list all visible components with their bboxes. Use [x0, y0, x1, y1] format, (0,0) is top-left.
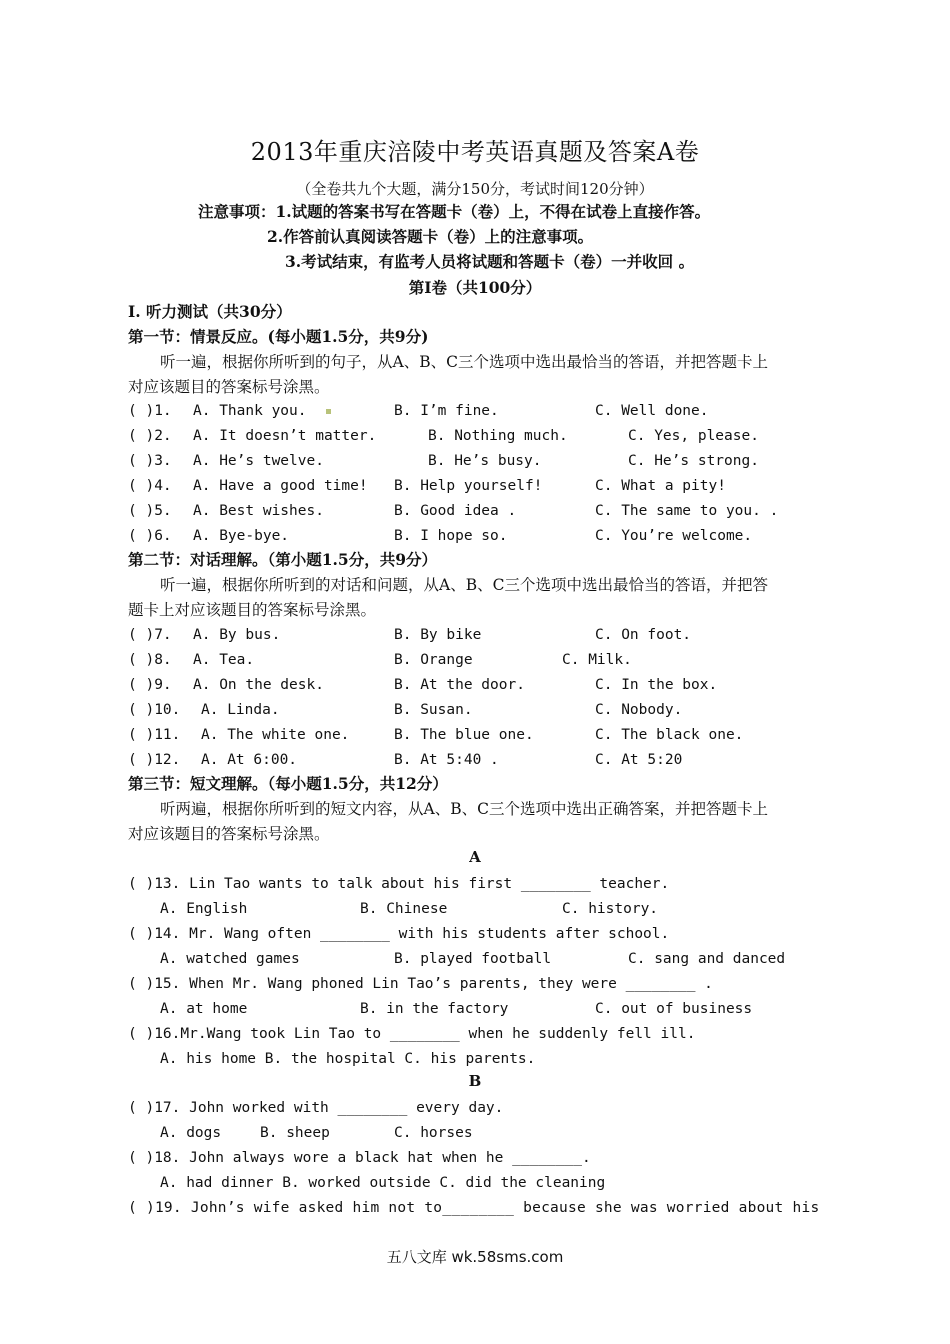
option-b: B. Susan. — [394, 702, 473, 718]
question-14: ( )14. Mr. Wang often ________ with his students after school. — [128, 926, 670, 942]
option-a: A. Thank you. — [193, 403, 307, 419]
option-a: A. Best wishes. — [193, 503, 324, 519]
question-number: ( )3. — [128, 453, 172, 469]
option-b: B. I hope so. — [394, 528, 508, 544]
option-c: C. At 5:20 — [595, 752, 683, 768]
option-c: C. Nobody. — [595, 702, 683, 718]
section-2-instructions: 听一遍，根据你所听到的对话和问题，从A、B、C三个选项中选出最恰当的答语，并把答 — [160, 576, 768, 594]
option-a: A. dogs — [160, 1125, 222, 1141]
note-1: 注意事项：1.试题的答案书写在答题卡（卷）上，不得在试卷上直接作答。 — [198, 202, 711, 221]
note-2: 2.作答前认真阅读答题卡（卷）上的注意事项。 — [267, 227, 594, 246]
option-c: C. horses — [394, 1125, 473, 1141]
question-13: ( )13. Lin Tao wants to talk about his first ________ teacher. — [128, 876, 670, 892]
question-number: ( )5. — [128, 503, 172, 519]
question-number: ( )7. — [128, 627, 172, 643]
option-a: A. English — [160, 901, 248, 917]
option-b: B. The blue one. — [394, 727, 534, 743]
section-2-heading: 第二节：对话理解。（第小题1.5分，共9分） — [128, 550, 438, 569]
stray-dot — [326, 409, 331, 414]
section-2-instructions-cont: 题卡上对应该题目的答案标号涂黑。 — [128, 601, 377, 619]
question-19: ( )19. John’s wife asked him not to________ because she was worried about his — [128, 1200, 820, 1216]
option-c: C. history. — [562, 901, 659, 917]
option-c: C. Well done. — [595, 403, 709, 419]
question-16-options: A. his home B. the hospital C. his parents. — [160, 1051, 536, 1067]
passage-b-label: B — [468, 1072, 482, 1090]
option-c: C. He’s strong. — [628, 453, 759, 469]
option-c: C. out of business — [595, 1001, 753, 1017]
page-title: 2013年重庆涪陵中考英语真题及答案A卷 — [250, 138, 700, 166]
exam-subtitle: （全卷共九个大题，满分150分，考试时间120分钟） — [296, 180, 654, 198]
option-c: C. In the box. — [595, 677, 718, 693]
option-a: A. It doesn’t matter. — [193, 428, 377, 444]
footer-watermark: 五八文库 wk.58sms.com — [386, 1248, 564, 1266]
option-b: B. I’m fine. — [394, 403, 499, 419]
option-c: C. You’re welcome. — [595, 528, 753, 544]
section-1-instructions: 听一遍，根据你所听到的句子，从A、B、C三个选项中选出最恰当的答语，并把答题卡上 — [160, 353, 768, 371]
section-3-heading: 第三节：短文理解。（每小题1.5分，共12分） — [128, 774, 448, 793]
question-number: ( )9. — [128, 677, 172, 693]
option-c: C. What a pity! — [595, 478, 726, 494]
option-c: C. The black one. — [595, 727, 744, 743]
option-a: A. at home — [160, 1001, 248, 1017]
note-3: 3.考试结束，有监考人员将试题和答题卡（卷）一并收回 。 — [285, 252, 695, 271]
option-c: C. Yes, please. — [628, 428, 759, 444]
question-17: ( )17. John worked with ________ every day. — [128, 1100, 504, 1116]
option-a: A. Have a good time! — [193, 478, 368, 494]
option-c: C. Milk. — [562, 652, 632, 668]
option-a: A. At 6:00. — [201, 752, 298, 768]
question-16: ( )16.Mr.Wang took Lin Tao to ________ when he suddenly fell ill. — [128, 1026, 696, 1042]
volume-heading: 第Ⅰ卷（共100分） — [408, 278, 542, 297]
option-b: B. At 5:40 . — [394, 752, 499, 768]
section-1-instructions-cont: 对应该题目的答案标号涂黑。 — [128, 378, 330, 396]
option-c: C. sang and danced — [628, 951, 786, 967]
option-a: A. Bye-bye. — [193, 528, 290, 544]
question-number: ( )11. — [128, 727, 181, 743]
question-number: ( )1. — [128, 403, 172, 419]
option-c: C. The same to you. . — [595, 503, 779, 519]
option-b: B. Nothing much. — [428, 428, 568, 444]
question-number: ( )10. — [128, 702, 181, 718]
section-3-instructions: 听两遍，根据你所听到的短文内容，从A、B、C三个选项中选出正确答案，并把答题卡上 — [160, 800, 768, 818]
option-b: B. Help yourself! — [394, 478, 543, 494]
option-b: B. Good idea . — [394, 503, 517, 519]
question-15: ( )15. When Mr. Wang phoned Lin Tao’s parents, they were ________ . — [128, 976, 713, 992]
option-b: B. At the door. — [394, 677, 525, 693]
option-b: B. played football — [394, 951, 552, 967]
question-number: ( )6. — [128, 528, 172, 544]
option-a: A. watched games — [160, 951, 300, 967]
option-b: B. He’s busy. — [428, 453, 542, 469]
option-a: A. By bus. — [193, 627, 281, 643]
option-a: A. Tea. — [193, 652, 255, 668]
option-b: B. By bike — [394, 627, 482, 643]
part-heading: I. 听力测试（共30分） — [128, 302, 292, 321]
option-c: C. On foot. — [595, 627, 692, 643]
option-b: B. sheep — [260, 1125, 330, 1141]
question-18: ( )18. John always wore a black hat when he ________. — [128, 1150, 591, 1166]
section-1-heading: 第一节：情景反应。(每小题1.5分，共9分) — [128, 327, 429, 346]
option-b: B. in the factory — [360, 1001, 509, 1017]
section-3-instructions-cont: 对应该题目的答案标号涂黑。 — [128, 825, 330, 843]
option-b: B. Orange — [394, 652, 473, 668]
question-number: ( )12. — [128, 752, 181, 768]
question-number: ( )8. — [128, 652, 172, 668]
option-b: B. Chinese — [360, 901, 448, 917]
question-18-options: A. had dinner B. worked outside C. did the cleaning — [160, 1175, 606, 1191]
option-a: A. The white one. — [201, 727, 350, 743]
option-a: A. Linda. — [201, 702, 280, 718]
question-number: ( )4. — [128, 478, 172, 494]
option-a: A. He’s twelve. — [193, 453, 324, 469]
question-number: ( )2. — [128, 428, 172, 444]
passage-a-label: A — [469, 848, 481, 866]
option-a: A. On the desk. — [193, 677, 324, 693]
